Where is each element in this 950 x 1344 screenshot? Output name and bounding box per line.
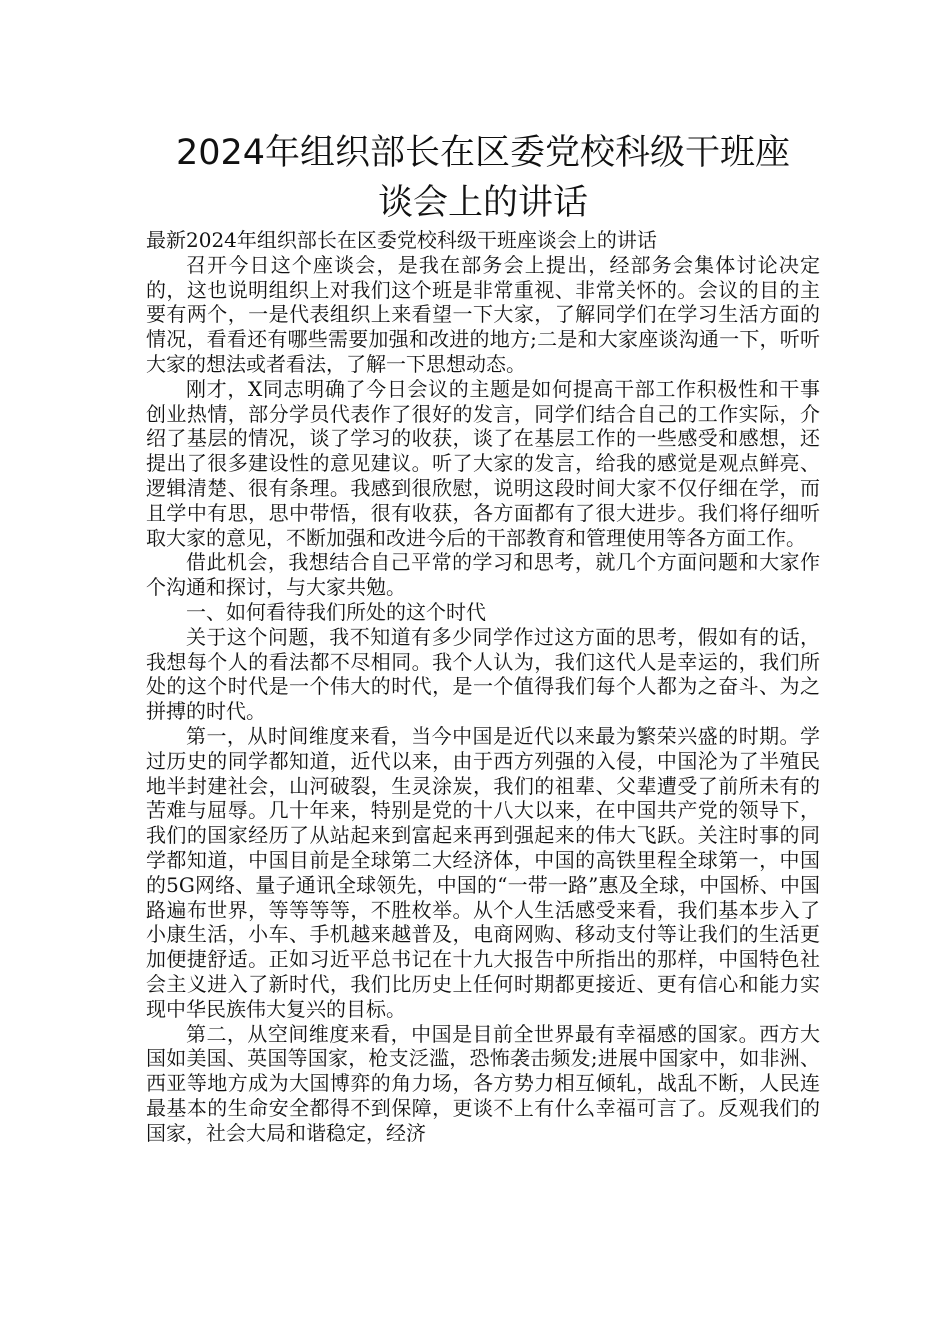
document-page	[146, 128, 820, 1145]
title-line-1: 2024年组织部长在区委党校科级干班座	[175, 133, 791, 173]
document-subtitle: 最新2024年组织部长在区委党校科级干班座谈会上的讲话	[146, 228, 657, 252]
paragraph: 召开今日这个座谈会，是我在部务会上提出，经部务会集体讨论决定的，这也说明组织上对我们这个班是非常重视、非常关怀的。会议的目的主要有两个，一是代表组织上来看望一下大家，了解同学们在学习生活方面的情况，看看还有哪些需要加强和改进的地方;二是和大家座谈沟通一下，听听大家的想法或者看法，了解一下思想动态。	[146, 252, 820, 376]
paragraph: 关于这个问题，我不知道有多少同学作过这方面的思考，假如有的话，我想每个人的看法都不尽相同。我个人认为，我们这代人是幸运的，我们所处的这个时代是一个伟大的时代，是一个值得我们每个人都为之奋斗、为之拼搏的时代。	[146, 624, 820, 724]
paragraph: 第二，从空间维度来看，中国是目前全世界最有幸福感的国家。西方大国如美国、英国等国家，枪支泛滥，恐怖袭击频发;进展中国家中，如非洲、西亚等地方成为大国博弈的角力场，各方势力相互倾轧，战乱不断，人民连最基本的生命安全都得不到保障，更谈不上有什么幸福可言了。反观我们的国家，社会大局和谐稳定，经济	[146, 1021, 820, 1145]
document-body	[146, 228, 820, 1145]
paragraph: 第一，从时间维度来看，当今中国是近代以来最为繁荣兴盛的时期。学过历史的同学都知道，近代以来，由于西方列强的入侵，中国沦为了半殖民地半封建社会，山河破裂，生灵涂炭，我们的祖辈、父辈遭受了前所未有的苦难与屈辱。几十年来，特别是党的十八大以来，在中国共产党的领导下，我们的国家经历了从站起来到富起来再到强起来的伟大飞跃。关注时事的同学都知道，中国目前是全球第二大经济体，中国的高铁里程全球第一，中国的5G网络、量子通讯全球领先，中国的“一带一路”惠及全球，中国桥、中国路遍布世界，等等等等，不胜枚举。从个人生活感受来看，我们基本步入了小康生活，小车、手机越来越普及，电商网购、移动支付等让我们的生活更加便捷舒适。正如习近平总书记在十九大报告中所指出的那样，中国特色社会主义进入了新时代，我们比历史上任何时期都更接近、更有信心和能力实现中华民族伟大复兴的目标。	[146, 723, 820, 1021]
section-heading: 一、如何看待我们所处的这个时代	[186, 599, 486, 624]
paragraph: 借此机会，我想结合自己平常的学习和思考，就几个方面问题和大家作个沟通和探讨，与大家共勉。	[146, 550, 820, 600]
document-title	[146, 128, 820, 228]
title-line-2: 谈会上的讲话	[377, 183, 588, 223]
paragraph: 刚才，X同志明确了今日会议的主题是如何提高干部工作积极性和干事创业热情，部分学员代表作了很好的发言，同学们结合自己的工作实际，介绍了基层的情况，谈了学习的收获，谈了在基层工作的一些感受和感想，还提出了很多建设性的意见建议。听了大家的发言，给我的感觉是观点鲜亮、逻辑清楚、很有条理。我感到很欣慰，说明这段时间大家不仅仔细在学，而且学中有思，思中带悟，很有收获，各方面都有了很大进步。我们将仔细听取大家的意见，不断加强和改进今后的干部教育和管理使用等各方面工作。	[146, 376, 820, 550]
